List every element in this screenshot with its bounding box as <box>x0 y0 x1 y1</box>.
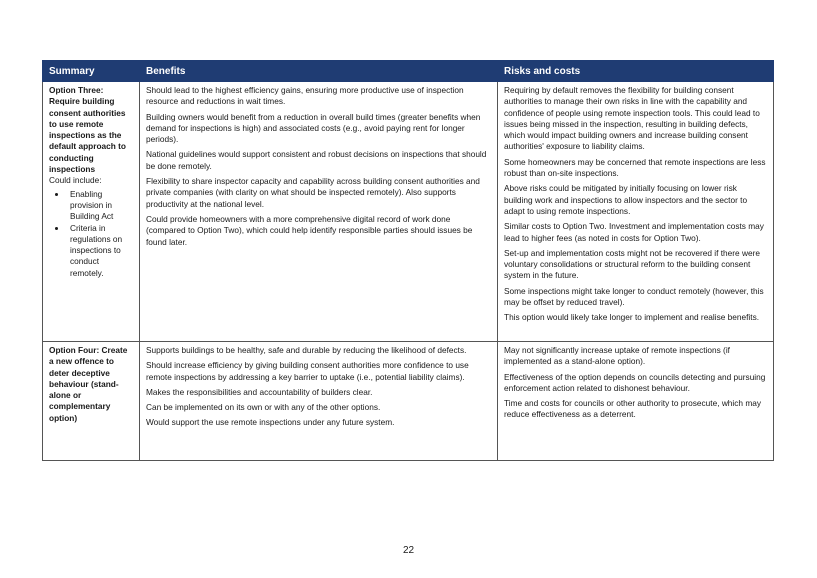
benefit-paragraph: Could provide homeowners with a more comprehensive digital record of work done (compared to Option Two), which could help identify responsible parties should issues be found later. <box>146 213 473 247</box>
risk-paragraph: Above risks could be mitigated by initially focusing on lower risk building work and inspections to allow inspectors and the sector to adapt to using remote inspections. <box>504 183 748 216</box>
list-item: • Criteria in regulations on inspections to conduct remotely. <box>67 223 133 279</box>
benefit-paragraph: Makes the responsibilities and accountability of builders clear. <box>146 386 373 397</box>
list-item: • Enabling provision in Building Act <box>67 189 133 223</box>
summary-subheading: Could include: <box>49 175 102 186</box>
risk-paragraph: Effectiveness of the option depends on councils detecting and pursuing enforcement action related to dishonest behaviour. <box>504 371 766 393</box>
benefit-paragraph: Should increase efficiency by giving building consent authorities more confidence to use remote inspections by addressing a key barrier to uptake (i.e., potential liability claims). <box>146 360 469 382</box>
risk-paragraph: Similar costs to Option Two. Investment and implementation costs may lead to higher fees (as noted in costs for Option Two). <box>504 221 764 243</box>
benefits-cell <box>140 342 498 461</box>
benefits-cell <box>140 82 498 342</box>
option-title: Option Three: Require building consent authorities to use remote inspections as the default approach to conducting inspections <box>49 85 126 175</box>
header-benefits: Benefits <box>140 61 498 82</box>
summary-cell <box>43 342 140 461</box>
benefit-paragraph: Should lead to the highest efficiency gains, ensuring more productive use of inspection resource and reductions in wait times. <box>146 85 464 107</box>
risk-paragraph: Some inspections might take longer to conduct remotely (however, this may be offset by reduced travel). <box>504 285 764 308</box>
benefit-paragraph: Would support the use remote inspections under any future system. <box>146 417 395 428</box>
header-summary: Summary <box>43 61 140 82</box>
benefit-paragraph: Supports buildings to be healthy, safe and durable by reducing the likelihood of defects. <box>146 345 467 355</box>
risk-paragraph: This option would likely take longer to implement and realise benefits. <box>504 312 760 323</box>
benefit-paragraph: National guidelines would support consistent and robust decisions on inspections that should be done remotely. <box>146 149 487 171</box>
summary-bullet-list <box>49 189 133 279</box>
risks-cell <box>498 82 774 342</box>
risk-paragraph: Time and costs for councils or other authority to prosecute, which may reduce effectiveness as a deterrent. <box>504 398 762 420</box>
table-row <box>43 342 774 461</box>
benefit-paragraph: Building owners would benefit from a reduction in overall build times (greater benefits when demand for inspections is high) and associated costs (e.g., avoid paying rent for longer periods). <box>146 111 481 145</box>
benefit-paragraph: Can be implemented on its own or with any of the other options. <box>146 402 381 413</box>
table-header-row <box>43 61 774 82</box>
risk-paragraph: Requiring by default removes the flexibility for building consent authorities to manage their own risks in line with the capability and confidence of people using remote inspection tools. This could lead to issues being missed in the inspection, resulting in building defects, which would impact building owners and increase building consent authorities' exposure to liability claims. <box>504 85 760 152</box>
options-table <box>42 60 774 461</box>
risk-paragraph: Some homeowners may be concerned that remote inspections are less robust than on-site inspections. <box>504 156 766 179</box>
risk-paragraph: May not significantly increase uptake of remote inspections (if implemented as a stand-alone option). <box>504 345 730 367</box>
header-risks-and-costs: Risks and costs <box>498 61 774 82</box>
table-row <box>43 82 774 342</box>
risks-cell <box>498 342 774 461</box>
benefit-paragraph: Flexibility to share inspector capacity and capability across building consent authorities and private companies (with clarity on what should be inspected remotely). Also supports productivity at the national level. <box>146 176 480 209</box>
page-number: 22 <box>402 545 415 556</box>
option-title: Option Four: Create a new offence to deter deceptive behaviour (stand-alone or complementary option) <box>49 345 128 423</box>
risk-paragraph: Set-up and implementation costs might not be recovered if there were voluntary consolidations or structural reform to the building consent system in the future. <box>504 247 760 281</box>
summary-cell <box>43 82 140 342</box>
